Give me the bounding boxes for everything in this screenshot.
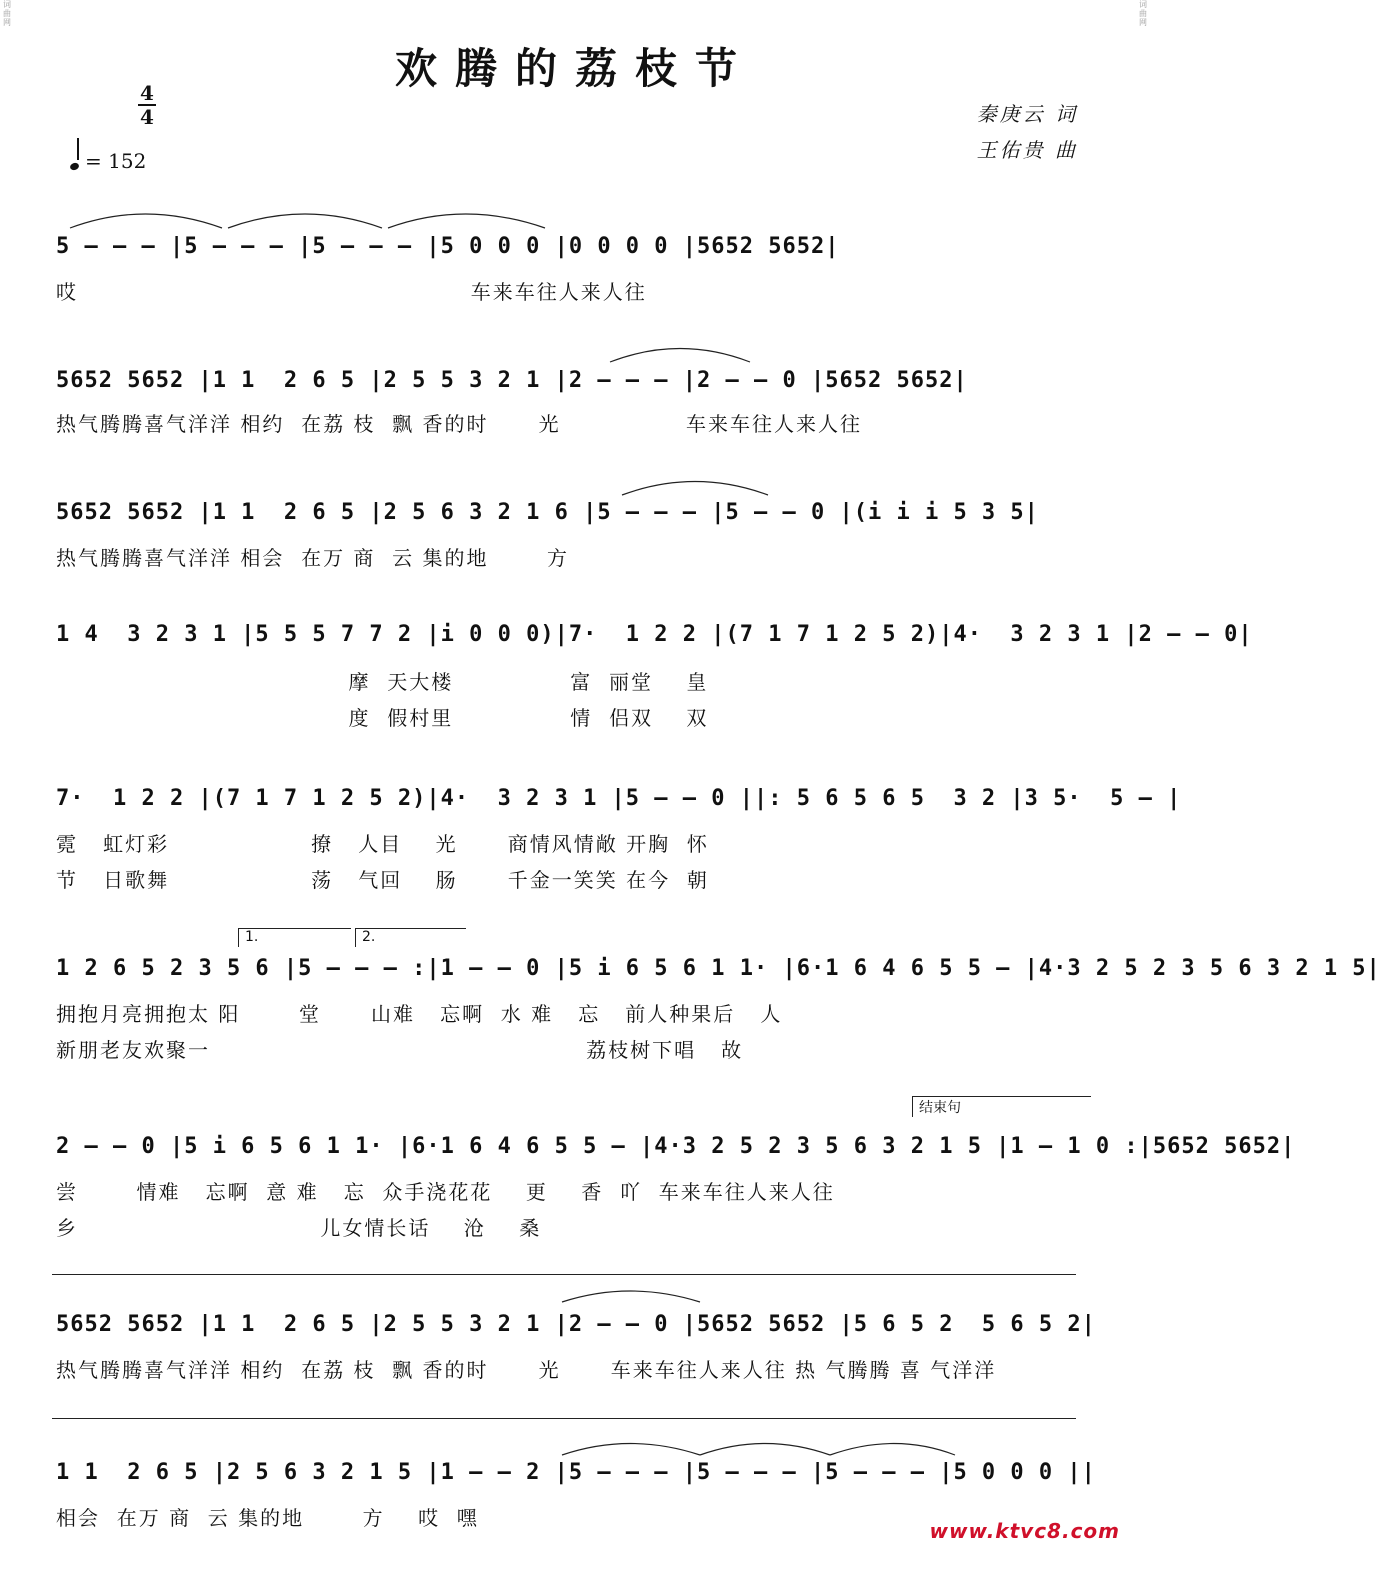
slur	[830, 1444, 955, 1456]
notation-line: 5652 5652 |1 1 2 6 5 |2 5 5 3 2 1 |2 – – – |2 – – 0 |5652 5652|	[56, 368, 968, 393]
slur	[70, 214, 222, 228]
slur	[228, 214, 382, 228]
notation-line: 1 2 6 5 2 3 5 6 |5 – – – :|1 – – 0 |5 i 6 5 6 1 1· |6·1 6 4 6 5 5 – |4·3 2 5 2 3 5 6 3 2 1 5|	[56, 956, 1381, 981]
slur	[622, 482, 768, 496]
first-ending-bracket: 1.	[238, 928, 351, 947]
notation-line: 1 4 3 2 3 1 |5 5 5 7 7 2 |i 0 0 0)|7· 1 2 2 |(7 1 7 1 2 5 2)|4· 3 2 3 1 |2 – – 0|	[56, 622, 1253, 647]
slur	[388, 214, 545, 228]
time-signature-top: 4	[140, 81, 154, 105]
notation-line: 5 – – – |5 – – – |5 – – – |5 0 0 0 |0 0 0 0 |5652 5652|	[56, 234, 840, 259]
lyrics-verse-1: 相会 在万 商 云 集的地 方 哎 嘿	[56, 1506, 479, 1530]
slur	[700, 1444, 830, 1456]
lyrics-verse-1: 热气腾腾喜气洋洋 相会 在万 商 云 集的地 方	[56, 546, 570, 570]
notation-line: 5652 5652 |1 1 2 6 5 |2 5 5 3 2 1 |2 – – 0 |5652 5652 |5 6 5 2 5 6 5 2|	[56, 1312, 1096, 1337]
side-mark: 词曲网	[1139, 0, 1147, 27]
notation-line: 2 – – 0 |5 i 6 5 6 1 1· |6·1 6 4 6 5 5 – |4·3 2 5 2 3 5 6 3 2 1 5 |1 – 1 0 :|5652 5652|	[56, 1134, 1296, 1159]
lyrics-verse-1: 热气腾腾喜气洋洋 相约 在荔 枝 飘 香的时 光 车来车往人来人往 热 气腾腾 喜 气洋洋	[56, 1358, 997, 1382]
lyricist-credit: 秦庚云 词	[976, 102, 1078, 126]
lyrics-verse-2: 乡 儿女情长话 沧 桑	[56, 1216, 542, 1240]
lyrics-verse-1: 拥抱月亮拥抱太 阳 堂 山难 忘啊 水 难 忘 前人种果后 人	[56, 1002, 783, 1026]
slur	[610, 349, 750, 363]
second-ending-bracket: 2.	[355, 928, 466, 947]
lyrics-verse-2: 节 日歌舞 荡 气回 肠 千金一笑笑 在今 朝	[56, 868, 709, 892]
ending-bracket-line	[52, 1418, 1076, 1419]
song-title: 欢腾的荔枝节	[394, 44, 755, 93]
ending-section-label: 结束句	[912, 1096, 1091, 1117]
notation-line: 5652 5652 |1 1 2 6 5 |2 5 6 3 2 1 6 |5 – – – |5 – – 0 |(i i i 5 3 5|	[56, 500, 1039, 525]
site-watermark: www.ktvc8.com	[929, 1519, 1120, 1543]
slur	[562, 1444, 700, 1456]
lyrics-verse-1: 摩 天大楼 富 丽堂 皇	[56, 670, 709, 694]
notation-line: 1 1 2 6 5 |2 5 6 3 2 1 5 |1 – – 2 |5 – – – |5 – – – |5 – – – |5 0 0 0 ||	[56, 1460, 1096, 1485]
lyrics-verse-1: 霓 虹灯彩 撩 人目 光 商情风情敞 开胸 怀	[56, 832, 709, 856]
time-signature-bottom: 4	[140, 105, 154, 129]
lyrics-verse-2: 新朋老友欢聚一 荔枝树下唱 故	[56, 1038, 744, 1062]
lyrics-verse-2: 度 假村里 情 侣双 双	[56, 706, 709, 730]
side-mark: 词曲网	[3, 0, 11, 27]
composer-credit: 王佑贵 曲	[976, 138, 1078, 162]
notation-line: 7· 1 2 2 |(7 1 7 1 2 5 2)|4· 3 2 3 1 |5 – – 0 ||: 5 6 5 6 5 3 2 |3 5· 5 – |	[56, 786, 1182, 811]
lyrics-verse-1: 哎 车来车往人来人往	[56, 280, 647, 304]
ending-bracket-line	[52, 1274, 1076, 1275]
lyrics-verse-1: 尝 情难 忘啊 意 难 忘 众手浇花花 更 香 吖 车来车往人来人往	[56, 1180, 835, 1204]
tempo-value: = 152	[85, 149, 147, 173]
slur	[562, 1291, 700, 1302]
lyrics-verse-1: 热气腾腾喜气洋洋 相约 在荔 枝 飘 香的时 光 车来车往人来人往	[56, 412, 863, 436]
